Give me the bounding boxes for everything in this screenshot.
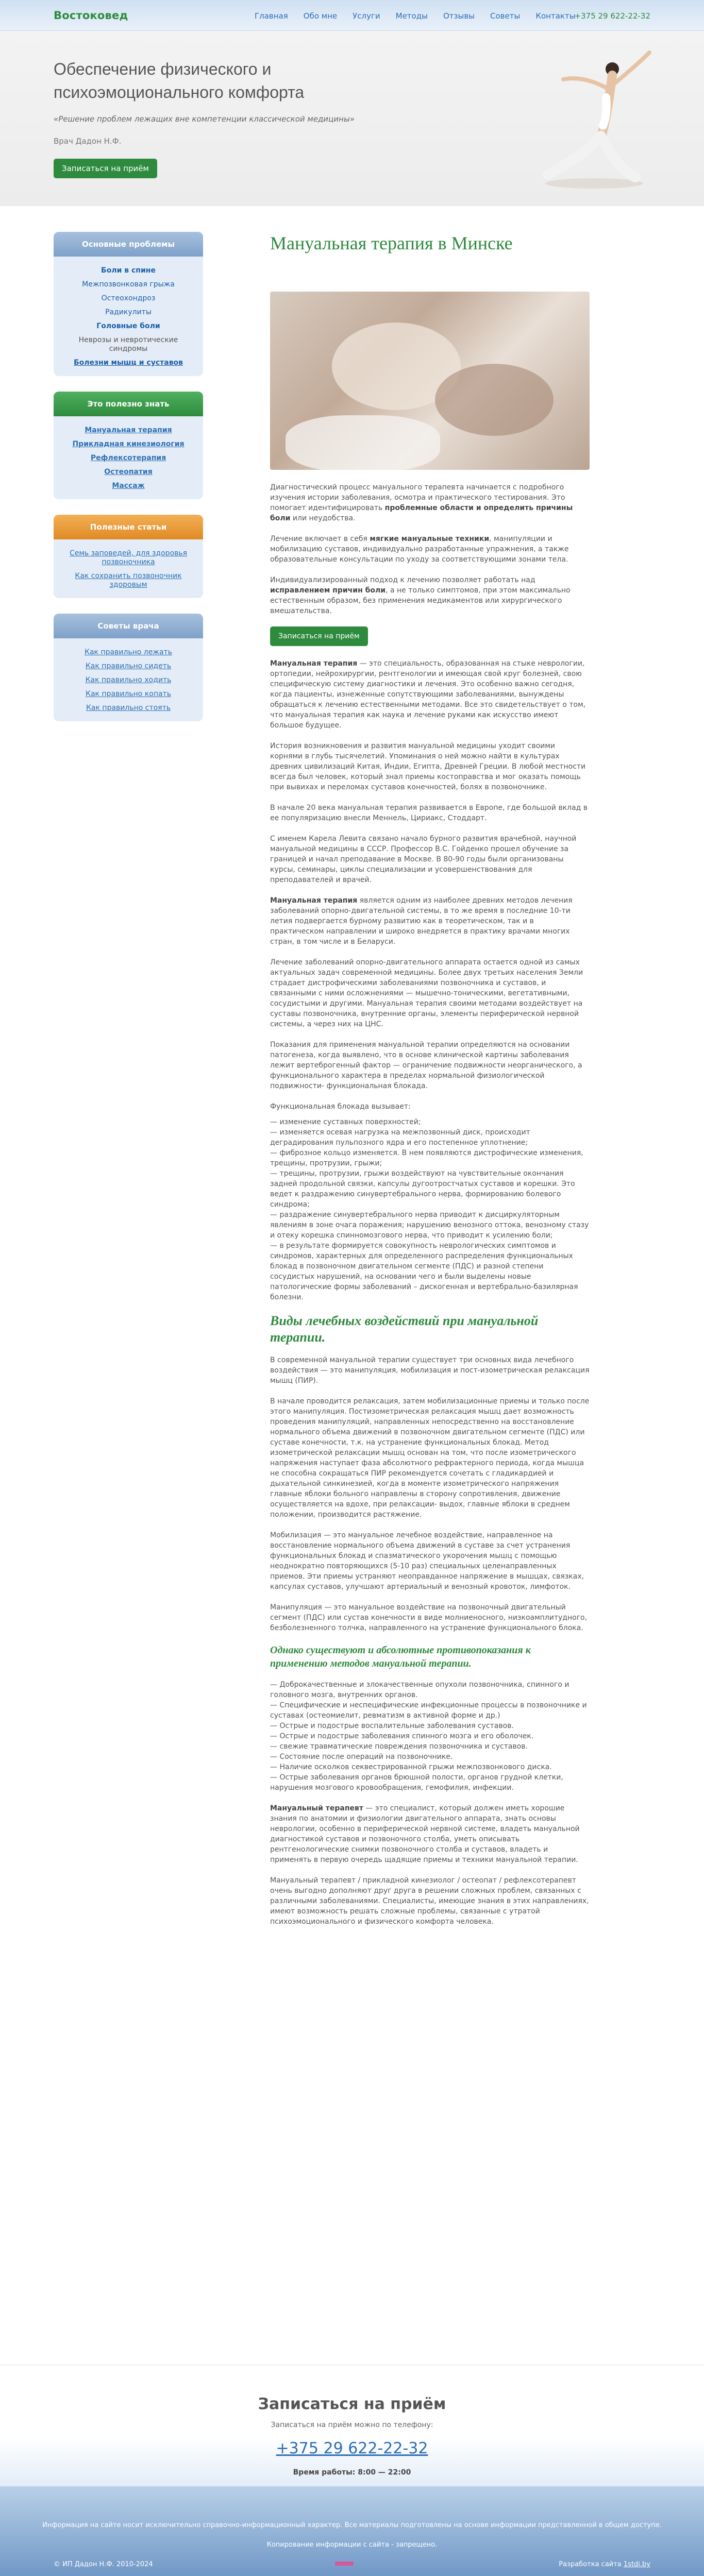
massage-photo xyxy=(270,292,590,470)
paragraph-three-types: В современной мануальной терапии существует три основных вида лечебного воздействия — это манипуляция, мобилизация и пост-изометрическая релаксация мышц (ПИР). xyxy=(270,1356,590,1385)
content-area xyxy=(0,206,704,2365)
nav-phone-link[interactable]: +375 29 622-22-32 xyxy=(574,11,650,21)
sidebar-problems-box xyxy=(54,232,203,376)
list-item: — изменение суставных поверхностей; xyxy=(270,1118,421,1126)
sidebar xyxy=(54,232,203,737)
list-item: — Наличие осколков секвестрированной грыжи межпозвонкового диска. xyxy=(270,1763,552,1771)
page-title: Мануальная терапия в Минске xyxy=(270,233,513,253)
footer-developer: Разработка сайта 1stdi.by xyxy=(559,2561,650,2568)
blockade-effects-list xyxy=(270,1117,590,1302)
sidebar-articles-box xyxy=(54,515,203,598)
sidebar-tip-standing[interactable]: Как правильно стоять xyxy=(86,704,171,712)
section-heading-treatment-types: Виды лечебных воздействий при мануальной терапии. xyxy=(270,1313,539,1345)
hero-banner xyxy=(0,31,704,206)
paragraph-therapist: Мануальный терапевт — это специалист, который должен иметь хорошие знания по анатомии и физиологии двигательного аппарата, знать основы неврологии, особенно в периферической нервной системе, владеть мануальной диагностикой суставов и позвоночного столба, уметь описывать рентгенологические снимки позвоночного столба и суставов, владеть и применять в первую очередь щадящие приемы и техники мануальной терапии. xyxy=(270,1804,580,1864)
main-article xyxy=(270,232,590,1937)
sidebar-item-headache[interactable]: Головные боли xyxy=(96,322,160,330)
sidebar-article-spine-health[interactable]: Как сохранить позвоночник здоровым xyxy=(75,572,182,589)
paragraph-ancient-method: Мануальная терапия является одним из наиболее древних методов лечения заболеваний опорно-двигательной системы, в то же время в последние 10-ти летия подвергается бурному развитию как в теоретическом, так и в практическом направлении и широко внедряется в практику врачами многих стран, в том числе и в Беларуси. xyxy=(270,896,573,946)
sidebar-item-kinesiology[interactable]: Прикладная кинезиология xyxy=(72,440,185,448)
hero-quote: «Решение проблем лежащих вне компетенции классической медицины» xyxy=(54,114,355,124)
contact-phone-link[interactable]: +375 29 622-22-32 xyxy=(276,2439,428,2458)
sidebar-item-manual-therapy[interactable]: Мануальная терапия xyxy=(85,426,172,434)
developer-link[interactable]: 1stdi.by xyxy=(623,2561,650,2568)
list-item: — Острые заболевания органов брюшной полости, органов грудной клетки, нарушения мозгового кровообращения, гемофилия, инфекции. xyxy=(270,1773,563,1792)
paragraph-mobilization: Мобилизация — это мануальное лечебное воздействие, направленное на восстановление нормального объема движений в суставе за счет устранения функциональных блокад и спазматического укорочения мышц с помощью неоднократно повторяющихся (5-10 раз) специальных целенаправленных приемов. Эти приемы устраняют неоправданное напряжение в мышцах, связках, капсулах суставов, улучшают артериальный и венозный кровоток, лимфоток. xyxy=(270,1531,584,1591)
sidebar-useful-box xyxy=(54,392,203,499)
sidebar-item-reflexotherapy[interactable]: Рефлексотерапия xyxy=(90,454,166,462)
paragraph-treatment: Лечение включает в себя мягкие мануальные техники, манипуляции и мобилизацию суставов, индивидуально разработанные упражнения, а также образовательные консультации по уходу за соответствующими зонами тела. xyxy=(270,535,569,564)
footer-copyright: © ИП Дадон Н.Ф. 2010-2024 xyxy=(54,2561,153,2568)
yoga-figure-illustration xyxy=(535,48,653,193)
footer-copy-warning: Копирование информации с сайта - запрещено. xyxy=(266,2541,438,2549)
list-item: — Острые и подострые воспалительные заболевания суставов. xyxy=(270,1722,514,1730)
list-item: — трещины, протрузии, грыжи воздействуют на чувствительные окончания задней продольной связки, капсулы дугоотростчатых суставов и корешки. Это ведет к раздражению синувертебрального нерва, формированию болевого синдрома; xyxy=(270,1170,575,1209)
contact-title: Записаться на приём xyxy=(258,2395,446,2413)
contraindications-list xyxy=(270,1680,590,1793)
hero-title: Обеспечение физического и психоэмоционального комфорта xyxy=(54,60,305,101)
list-item: — изменяется осевая нагрузка на межпозвонный диск, происходит деградирования пульпозного ядра и его постепенное уплотнение; xyxy=(270,1128,530,1147)
top-navigation xyxy=(0,0,704,31)
hero-doctor-name: Врач Дадон Н.Ф. xyxy=(54,137,122,146)
brand-logo[interactable]: Востоковед xyxy=(54,9,128,22)
sidebar-item-hernia[interactable]: Межпозвонковая грыжа xyxy=(82,280,175,289)
article-appointment-button[interactable]: Записаться на приём xyxy=(270,626,368,646)
sidebar-article-seven-rules[interactable]: Семь заповедей, для здоровья позвоночника xyxy=(69,549,188,566)
paragraph-manipulation: Манипуляция — это мануальное воздействие на позвоночный двигательный сегмент (ПДС) или сустав конечности в виде молниеносного, низкоамплитудного, безболезненного толчка, направленного на устранение функционального блока. xyxy=(270,1603,588,1632)
paragraph-diagnostics: Диагностический процесс мануального терапевта начинается с подробного изучения истории заболевания, осмотра и практического тестирования. Это помогает идентифицировать проблемные области и определить причины боли или неудобства. xyxy=(270,483,573,522)
sidebar-item-osteochondrosis[interactable]: Остеохондроз xyxy=(101,294,156,302)
nav-item-reviews[interactable]: Отзывы xyxy=(443,11,475,21)
sidebar-item-osteopathy[interactable]: Остеопатия xyxy=(104,468,153,476)
paragraph-ussr: С именем Карела Левита связано начало бурного развития врачебной, научной мануальной медицины в СССР. Профессор В.С. Гойденко прошел обучение за границей и начал преподавание в Москве. В 80-90 годы были организованы курсы, семинары, циклы специализации и усовершенствования для преподавателей и врачей. xyxy=(270,835,577,884)
nav-item-tips[interactable]: Советы xyxy=(490,11,521,21)
paragraph-relaxation: В начале проводится релаксация, затем мобилизационные приемы и только после этого манипуляция. Постизометрическая релаксация мышц дает возможность проведения манипуляций, направленных непосредственно на восстановление нормального объема движений в позвоночном двигательном сегменте (ПДС) или суставе конечности, т.к. на устранение функциональных блокад. Метод изометрической релаксации мышц основан на том, что после изометрического напряжения наступает фаза абсолютного рефрактерного периода, когда мышца не способна сокращаться ПИР рекомендуется сочетать с гладикардией и дыхательной синкинезией, когда в моменте изометрического напряжения главные яблоки больного направлены в сторону сопротивления, движение осуществляется на вдохе, при релаксации- выдох, главные яблоки в среднем положении, производится растяжение. xyxy=(270,1397,590,1519)
nav-item-home[interactable]: Главная xyxy=(255,11,288,21)
sidebar-item-back-pain[interactable]: Боли в спине xyxy=(101,266,156,275)
sidebar-tip-digging[interactable]: Как правильно копать xyxy=(86,690,171,698)
list-item: — раздражение синувертебрального нерва приводит к дисциркуляторным явлениям в зоне очага поражения; нарушению венозного оттока, венозному стазу и отеку корешка спинномозгового нерва, что приводит к усилению боли; xyxy=(270,1211,589,1240)
hero-appointment-button[interactable]: Записаться на приём xyxy=(54,159,157,178)
paragraph-indications: Показания для применения мануальной терапии определяются на основании патогенеза, когда выявлено, что в основе клинической картины заболевания лежит вертеброгенный фактор — ограничение подвижности неорганического, а функционального характера в пределах нормальной физиологической подвижности- функциональная блокада. xyxy=(270,1041,582,1090)
nav-item-contacts[interactable]: Контакты xyxy=(535,11,576,21)
sidebar-tips-title: Советы врача xyxy=(54,614,203,638)
paragraph-individual-approach: Индивидуализированный подход к лечению позволяет работать над исправлением причин боли, а не только симптомов, при этом максимально естественным образом, без применения медикаментов или хирургического вмешательства. xyxy=(270,576,571,615)
list-item: — Состояние после операций на позвоночнике. xyxy=(270,1753,453,1761)
sidebar-tip-sitting[interactable]: Как правильно сидеть xyxy=(85,662,172,670)
sidebar-item-radiculitis[interactable]: Радикулиты xyxy=(105,308,152,316)
list-item: — Специфические и неспецифические инфекционные процессы в позвоночнике и суставах (остеомиелит, ревматизм в активной форме и др.) xyxy=(270,1701,587,1720)
counter-icon xyxy=(335,2561,354,2567)
list-item: — свежие травматические повреждения позвоночника и суставов. xyxy=(270,1742,528,1751)
footer xyxy=(0,2486,704,2576)
footer-counter-badge xyxy=(335,2561,354,2569)
paragraph-definition: Мануальная терапия — это специальность, образованная на стыке неврологии, ортопедии, нейрохирургии, рентгенологии и имеющая свой круг болезней, свою специфическую систему диагностики и лечения. Это особенно важно сегодня, когда пациенты, изнеженные сопутствующими заболеваниями, вынуждены обращаться к лечению естественными методами. Все это свидетельствует о том, что мануальная терапия как наука и лечение руками как искусство имеют большое будущее. xyxy=(270,659,586,730)
sidebar-problems-title: Основные проблемы xyxy=(54,232,203,257)
sidebar-item-joints[interactable]: Болезни мышц и суставов xyxy=(73,359,183,367)
sidebar-tip-lying[interactable]: Как правильно лежать xyxy=(85,648,172,656)
paragraph-blockade-intro: Функциональная блокада вызывает: xyxy=(270,1103,411,1111)
paragraph-history: История возникновения и развития мануальной медицины уходит своими корнями в глубь тысячелетий. Упоминания о ней можно найти в культурах древних цивилизаций Китая, Индии, Египта, Древней Греции. В любой местности всегда был человек, который знал приемы костоправства и мог оказать помощь при вывихах и переломах суставов конечностей, болях в позвоночнике. xyxy=(270,742,586,791)
sidebar-item-massage[interactable]: Массаж xyxy=(112,482,145,490)
section-heading-contraindications: Однако существуют и абсолютные противопоказания к применению методов мануальной терапии. xyxy=(270,1645,531,1669)
paragraph-europe: В начале 20 века мануальная терапия развивается в Европе, где большой вклад в ее популяризацию внесли Меннель, Цириакс, Стоддарт. xyxy=(270,804,588,822)
list-item: — фиброзное кольцо изменяется. В нем появляются дистрофические изменения, трещины, протрузии, грыжи; xyxy=(270,1149,583,1167)
nav-item-about[interactable]: Обо мне xyxy=(303,11,338,21)
list-item: — Острые и подострые заболевания спинного мозга и его оболочек. xyxy=(270,1732,534,1740)
sidebar-articles-title: Полезные статьи xyxy=(54,515,203,539)
footer-disclaimer: Информация на сайте носит исключительно справочно-информационный характер. Все материалы подготовлены на основе информации представленной в общем доступе. xyxy=(42,2521,662,2529)
contact-hours: Время работы: 8:00 — 22:00 xyxy=(293,2468,411,2477)
paragraph-specialists: Мануальный терапевт / прикладной кинезиолог / остеопат / рефлексотерапевт очень выгодно дополняют друг друга в решении сложных проблем, связанных с различными заболеваниями. Специалисты, имеющие знания в этих направлениях, имеют возможность решать сложные проблемы, связанные с утратой психоэмоционального и физического комфорта человека. xyxy=(270,1876,589,1926)
sidebar-item-neuroses[interactable]: Неврозы и невротические синдромы xyxy=(78,336,178,353)
sidebar-tip-walking[interactable]: Как правильно ходить xyxy=(85,676,172,684)
nav-item-services[interactable]: Услуги xyxy=(353,11,380,21)
main-menu xyxy=(255,11,576,21)
paragraph-diseases: Лечение заболеваний опорно-двигательного аппарата остается одной из самых актуальных задач современной медицины. Более двух третьих населения Земли страдает дистрофическими заболеваниями позвоночника и суставов, и связанными с ними осложнениями — мышечно-тоническими, вегетативными, сосудистыми и другими. Мануальная терапия своими методами воздействует на суставы позвоночника, внутренние органы, элементы периферической нервной системы, а через них на ЦНС. xyxy=(270,958,583,1028)
contact-subtitle: Записаться на приём можно по телефону: xyxy=(271,2421,433,2429)
sidebar-tips-box xyxy=(54,614,203,721)
sidebar-useful-title: Это полезно знать xyxy=(54,392,203,416)
list-item: — в результате формируется совокупность неврологических симптомов и синдромов, характерных для определенного распределения функциональных блокад в позвоночном двигательном сегменте (ПДС) и разной степени сосудистых нарушений, на основании чего и были выделены новые патологические формы заболеваний – дискогенная и вертебрально-базилярная болезни. xyxy=(270,1242,578,1301)
contact-section xyxy=(0,2365,704,2486)
list-item: — Доброкачественные и злокачественные опухоли позвоночника, спинного и головного мозга, внутренних органов. xyxy=(270,1681,569,1699)
nav-item-methods[interactable]: Методы xyxy=(395,11,428,21)
